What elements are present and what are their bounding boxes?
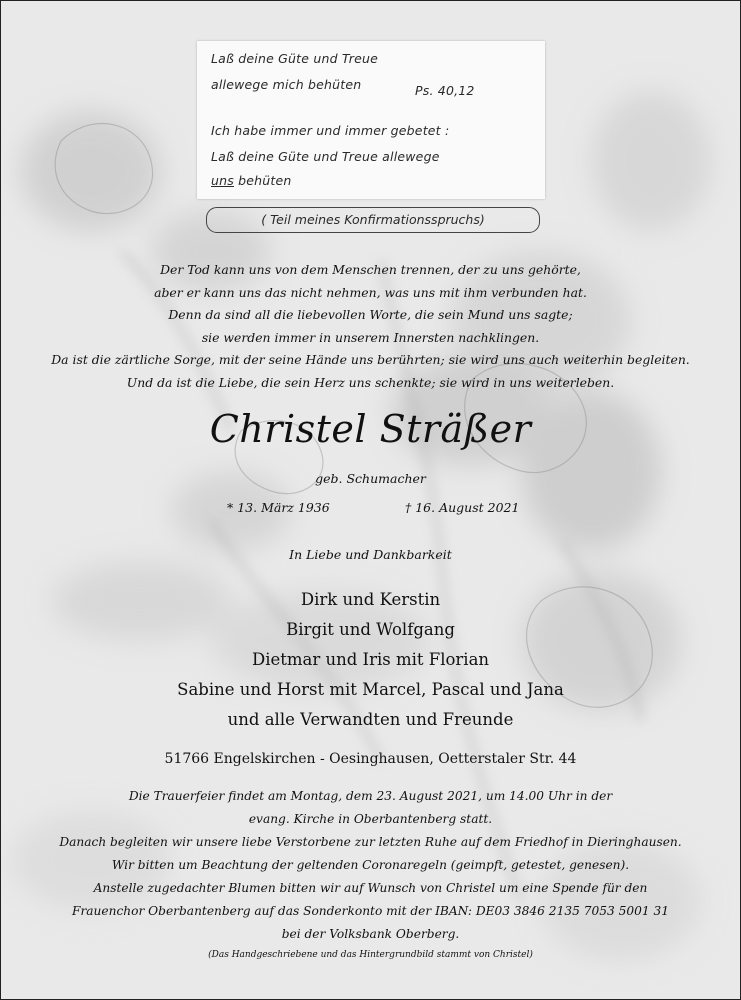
mourner-line: Birgit und Wolfgang — [286, 620, 455, 639]
handwritten-prayer-line-3-rest: behüten — [238, 173, 292, 188]
family-address: 51766 Engelskirchen - Oesinghausen, Oetterstaler Str. 44 — [164, 751, 577, 767]
handwritten-underlined-word: uns — [211, 173, 234, 188]
handwritten-prayer-line-2: Laß deine Güte und Treue allewege — [211, 149, 440, 164]
gratitude-line: In Liebe und Dankbarkeit — [289, 547, 452, 562]
info-line: Die Trauerfeier findet am Montag, dem 23. August 2021, um 14.00 Uhr in der — [128, 789, 613, 803]
info-line: evang. Kirche in Oberbantenberg statt. — [248, 812, 493, 826]
mourners-list — [1, 585, 740, 735]
info-line: Frauenchor Oberbantenberg auf das Sonderkonto mit der IBAN: DE03 3846 2135 7053 5001 31 — [72, 904, 669, 918]
handwritten-prayer-line-3 — [211, 173, 292, 188]
verse-line: Da ist die zärtliche Sorge, mit der seine Hände uns berührten; sie wird uns auch weiterhin begleiten. — [51, 352, 690, 367]
handwritten-psalm-reference: Ps. 40,12 — [415, 83, 475, 98]
info-line: bei der Volksbank Oberberg. — [281, 927, 460, 941]
info-line: Wir bitten um Beachtung der geltenden Coronaregeln (geimpft, getestet, genesen). — [111, 858, 630, 872]
verse-line: Und da ist die Liebe, die sein Herz uns schenkte; sie wird in uns weiterleben. — [126, 374, 615, 390]
death-date: † 16. August 2021 — [405, 500, 520, 515]
handwritten-note-card — [197, 41, 545, 199]
handwritten-verse-line-2: allewege mich behüten — [211, 77, 362, 92]
deceased-name: Christel Sträßer — [209, 407, 532, 451]
mourner-line: und alle Verwandten und Freunde — [227, 710, 514, 729]
maiden-name: geb. Schumacher — [315, 471, 426, 486]
image-credit: (Das Handgeschriebene und das Hintergrundbild stammt von Christel) — [208, 950, 533, 960]
verse-line: aber er kann uns das nicht nehmen, was uns mit ihm verbunden hat. — [154, 284, 587, 300]
info-line: Danach begleiten wir unsere liebe Verstorbene zur letzten Ruhe auf dem Friedhof in Dieringhausen. — [59, 835, 682, 849]
handwritten-prayer-line-1: Ich habe immer und immer gebetet : — [211, 123, 450, 138]
mourner-line: Sabine und Horst mit Marcel, Pascal und Jana — [177, 680, 564, 699]
mourner-line: Dietmar und Iris mit Florian — [251, 650, 490, 669]
handwritten-verse-line-1: Laß deine Güte und Treue — [211, 51, 378, 66]
funeral-information — [7, 785, 734, 946]
verse-line: sie werden immer in unserem Innersten nachklingen. — [201, 329, 540, 345]
info-line: Anstelle zugedachter Blumen bitten wir auf Wunsch von Christel um eine Spende für den — [93, 881, 648, 895]
verse-line: Der Tod kann uns von dem Menschen trennen, der zu uns gehörte, — [160, 262, 581, 277]
mourner-line: Dirk und Kerstin — [300, 590, 441, 609]
birth-date: * 13. März 1936 — [227, 500, 330, 515]
verse-line: Denn da sind all die liebevollen Worte, die sein Mund uns sagte; — [168, 307, 573, 322]
handwritten-caption: ( Teil meines Konfirmationsspruchs) — [206, 207, 540, 233]
memorial-verse — [11, 259, 730, 394]
